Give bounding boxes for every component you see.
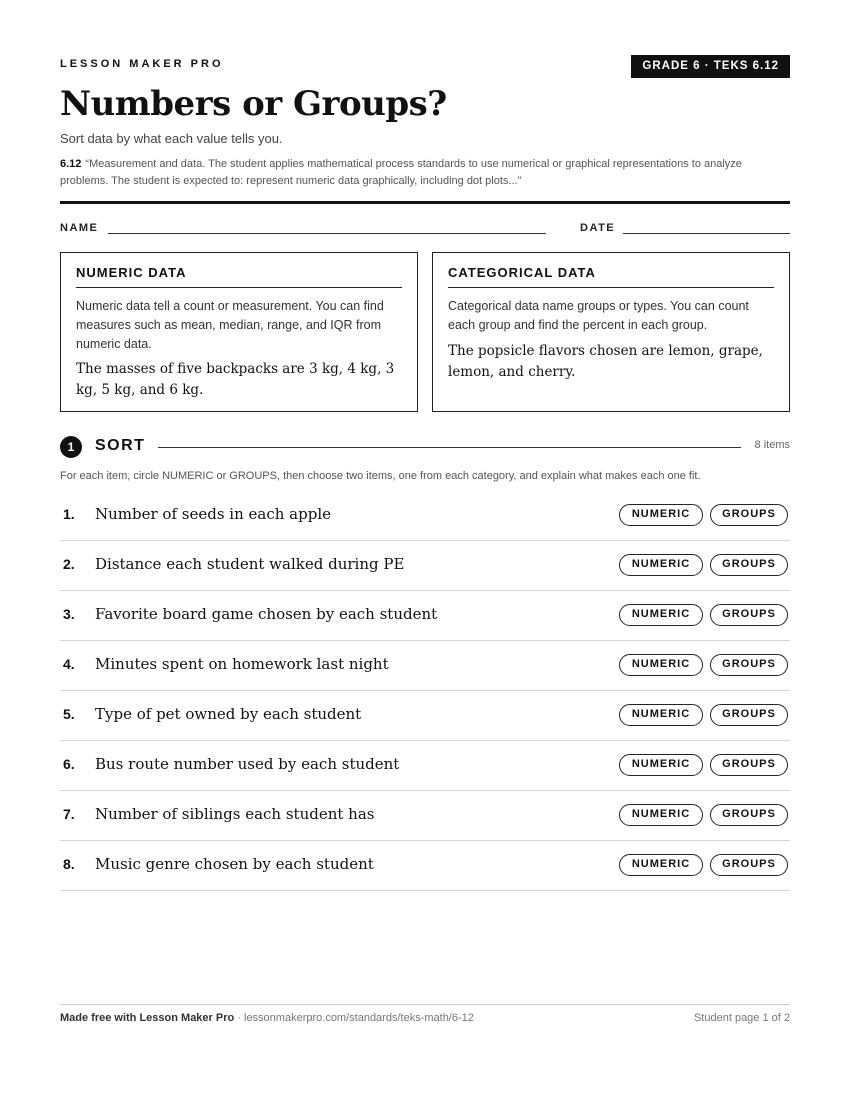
worksheet-page <box>60 0 790 1100</box>
item-text: Minutes spent on homework last night <box>95 655 389 673</box>
section-divider <box>158 447 741 448</box>
numeric-option-button[interactable]: NUMERIC <box>619 554 703 576</box>
categorical-data-card <box>432 252 790 412</box>
page-header <box>60 55 790 79</box>
groups-option-button[interactable]: GROUPS <box>710 754 788 776</box>
item-text: Number of siblings each student has <box>95 805 375 823</box>
item-number: 5. <box>63 706 75 722</box>
list-item <box>60 791 790 841</box>
groups-option-button[interactable]: GROUPS <box>710 704 788 726</box>
categorical-card-heading: CATEGORICAL DATA <box>448 265 774 288</box>
item-number: 6. <box>63 756 75 772</box>
numeric-card-description: Numeric data tell a count or measurement. You can find measures such as mean, median, range, and IQR from numeric data. <box>76 299 384 351</box>
section-number-badge: 1 <box>60 436 82 458</box>
item-number: 3. <box>63 606 75 622</box>
item-number: 8. <box>63 856 75 872</box>
grade-badge: GRADE 6 · TEKS 6.12 <box>631 55 790 78</box>
numeric-option-button[interactable]: NUMERIC <box>619 504 703 526</box>
list-item <box>60 491 790 541</box>
footer-page-number: Student page 1 of 2 <box>693 1012 790 1024</box>
list-item <box>60 591 790 641</box>
item-number: 1. <box>63 506 75 522</box>
item-text: Favorite board game chosen by each student <box>95 605 438 623</box>
numeric-option-button[interactable]: NUMERIC <box>619 854 703 876</box>
footer-divider <box>60 1004 790 1005</box>
section-title: SORT <box>95 437 146 454</box>
section-instructions: For each item, circle NUMERIC or GROUPS, then choose two items, one from each category, and explain what makes each one fit. <box>60 470 701 482</box>
name-field[interactable] <box>108 233 546 234</box>
footer-url-link[interactable]: lessonmakerpro.com/standards/teks-math/6-12 <box>244 1012 474 1024</box>
groups-option-button[interactable]: GROUPS <box>710 854 788 876</box>
list-item <box>60 541 790 591</box>
standard-statement <box>60 156 790 190</box>
numeric-option-button[interactable]: NUMERIC <box>619 654 703 676</box>
numeric-option-button[interactable]: NUMERIC <box>619 804 703 826</box>
item-count: 8 items <box>754 439 790 451</box>
page-title: Numbers or Groups? <box>60 84 447 124</box>
date-label: DATE <box>580 222 616 234</box>
list-item <box>60 641 790 691</box>
item-text: Number of seeds in each apple <box>95 505 331 523</box>
numeric-option-button[interactable]: NUMERIC <box>619 754 703 776</box>
date-field[interactable] <box>623 233 790 234</box>
name-label: NAME <box>60 222 99 234</box>
groups-option-button[interactable]: GROUPS <box>710 654 788 676</box>
footer-separator: · <box>234 1012 244 1024</box>
numeric-option-button[interactable]: NUMERIC <box>619 604 703 626</box>
list-item <box>60 691 790 741</box>
numeric-option-button[interactable]: NUMERIC <box>619 704 703 726</box>
item-number: 2. <box>63 556 75 572</box>
categorical-card-description: Categorical data name groups or types. You can count each group and find the percent in each group. <box>448 299 749 332</box>
item-number: 7. <box>63 806 75 822</box>
numeric-card-heading: NUMERIC DATA <box>76 265 402 288</box>
categorical-card-example: The popsicle flavors chosen are lemon, grape, lemon, and cherry. <box>448 343 763 380</box>
item-number: 4. <box>63 656 75 672</box>
numeric-card-example: The masses of five backpacks are 3 kg, 4 kg, 3 kg, 5 kg, and 6 kg. <box>76 361 395 398</box>
groups-option-button[interactable]: GROUPS <box>710 604 788 626</box>
footer-credit <box>60 1012 474 1024</box>
name-date-row <box>60 222 790 236</box>
sort-section-header <box>60 434 790 458</box>
groups-option-button[interactable]: GROUPS <box>710 554 788 576</box>
list-item <box>60 741 790 791</box>
item-text: Distance each student walked during PE <box>95 555 405 573</box>
standard-text: “Measurement and data. The student applies mathematical process standards to use numerical or graphical representations to analyze problems. The student is expected to: represent numeric data graphically, including dot plots...” <box>60 158 742 187</box>
page-subtitle: Sort data by what each value tells you. <box>60 131 283 146</box>
numeric-data-card <box>60 252 418 412</box>
groups-option-button[interactable]: GROUPS <box>710 504 788 526</box>
header-divider <box>60 201 790 204</box>
list-item <box>60 841 790 891</box>
item-text: Bus route number used by each student <box>95 755 400 773</box>
brand-name: LESSON MAKER PRO <box>60 58 224 70</box>
groups-option-button[interactable]: GROUPS <box>710 804 788 826</box>
item-text: Music genre chosen by each student <box>95 855 374 873</box>
sort-item-list <box>60 491 790 891</box>
item-text: Type of pet owned by each student <box>95 705 362 723</box>
standard-code: 6.12 <box>60 158 82 170</box>
footer-made-with: Made free with Lesson Maker Pro <box>60 1012 235 1024</box>
